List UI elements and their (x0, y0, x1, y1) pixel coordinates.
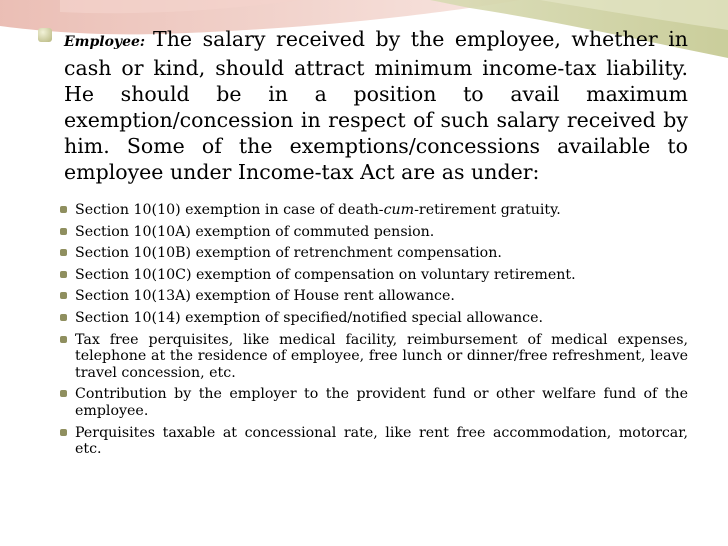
list-item: Section 10(10A) exemption of commuted pension. (60, 224, 688, 241)
lead-bullet-item (38, 26, 688, 185)
exemptions-list (60, 202, 688, 458)
bullet-icon (60, 390, 67, 397)
bullet-icon (60, 228, 67, 235)
list-item: Section 10(10C) exemption of compensation on voluntary retirement. (60, 267, 688, 284)
bullet-icon (60, 249, 67, 256)
bullet-icon (60, 271, 67, 278)
list-item: Perquisites taxable at concessional rate, like rent free accommodation, motorcar, etc. (60, 425, 688, 458)
list-item: Section 10(10B) exemption of retrenchment compensation. (60, 245, 688, 262)
bullet-icon (60, 314, 67, 321)
lead-term: Employee: (64, 34, 146, 50)
list-item: Tax free perquisites, like medical facility, reimbursement of medical expenses, telephone at the residence of employee, free lunch or dinner/free refreshment, leave travel concession, etc. (60, 332, 688, 382)
list-item: Section 10(14) exemption of specified/notified special allowance. (60, 310, 688, 327)
bullet-icon (60, 292, 67, 299)
lead-text: The salary received by the employee, whether in cash or kind, should attract minimum income-tax liability. He should be in a position to avail maximum exemption/concession in respect of such salary received by him. Some of the exemptions/concessions available to employee under Income-tax Act are as under: (64, 27, 688, 184)
slide-content (38, 26, 688, 463)
bullet-icon (60, 429, 67, 436)
list-item: Section 10(10) exemption in case of death-cum-retirement gratuity. (60, 202, 688, 219)
bullet-icon (60, 206, 67, 213)
list-item: Section 10(13A) exemption of House rent allowance. (60, 288, 688, 305)
bullet-icon (60, 336, 67, 343)
list-item: Contribution by the employer to the provident fund or other welfare fund of the employee. (60, 386, 688, 419)
bullet-icon (38, 28, 52, 42)
